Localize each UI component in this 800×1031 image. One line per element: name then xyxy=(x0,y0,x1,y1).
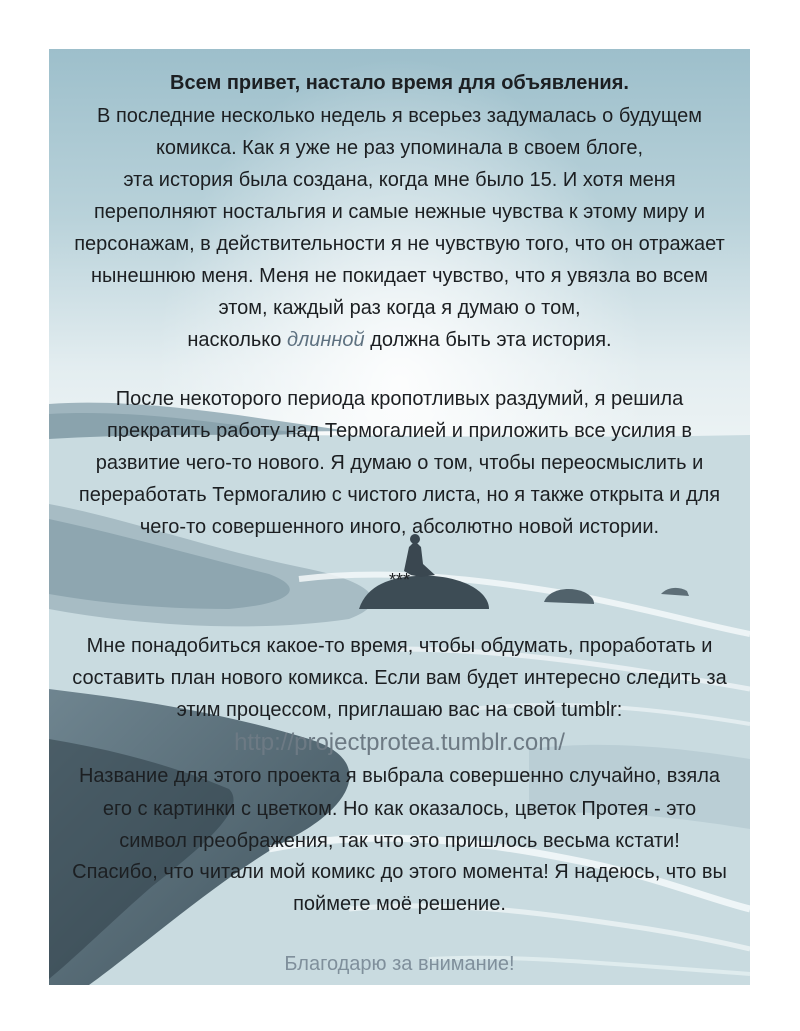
para1-line-8-before: насколько xyxy=(187,329,287,351)
para1-line-6: нынешнюю меня. Меня не покидает чувство, что я увязла во всем xyxy=(90,265,709,287)
para3-line-2: составить план нового комикса. Если вам будет интересно следить за xyxy=(72,667,727,689)
para4-line-5: поймете моё решение. xyxy=(293,893,506,915)
para4-line-4: Спасибо, что читали мой комикс до этого момента! Я надеюсь, что вы xyxy=(72,861,727,883)
para2-line-5: чего-то совершенного иного, абсолютно новой истории. xyxy=(139,516,660,538)
para3-line-3: этим процессом, приглашаю вас на свой tumblr: xyxy=(176,699,623,721)
closing-text: Благодарю за внимание! xyxy=(284,953,515,975)
para4-line-3: символ преображения, так что это пришлось весьма кстати! xyxy=(119,830,680,852)
emphasis-word: длинной xyxy=(286,329,365,351)
para2-line-1: После некоторого периода кропотливых раздумий, я решила xyxy=(115,388,684,410)
para1-line-8-after: должна быть эта история. xyxy=(364,329,612,351)
para2-line-3: развитие чего-то нового. Я думаю о том, чтобы переосмыслить и xyxy=(95,452,704,474)
para4-line-1: Название для этого проекта я выбрала совершенно случайно, взяла xyxy=(78,765,721,787)
para1-line-8 xyxy=(49,325,750,355)
para1-line-1: В последние несколько недель я всерьез задумалась о будущем xyxy=(97,105,702,127)
tumblr-link[interactable]: http://projectprotea.tumblr.com/ xyxy=(234,729,565,756)
separator: *** xyxy=(388,570,410,590)
para1-line-5: персонажам, в действительности я не чувствую того, что он отражает xyxy=(74,233,725,255)
para1-line-7: этом, каждый раз когда я думаю о том, xyxy=(218,297,581,319)
background-panel xyxy=(49,49,750,985)
para1-line-4: переполняют ностальгия и самые нежные чувства к этому миру и xyxy=(93,201,706,223)
para2-line-4: переработать Термогалию с чистого листа, но я также открыта и для xyxy=(78,484,721,506)
announcement-text xyxy=(49,49,750,985)
para2-line-2: прекратить работу над Термогалией и приложить все усилия в xyxy=(107,420,692,442)
para3-line-1: Мне понадобиться какое-то время, чтобы обдумать, проработать и xyxy=(86,635,713,657)
para1-line-2: комикса. Как я уже не раз упоминала в своем блоге, xyxy=(155,137,644,159)
para4-line-2: его с картинки с цветком. Но как оказалось, цветок Протея - это xyxy=(102,798,697,820)
heading: Всем привет, настало время для объявления. xyxy=(170,72,629,94)
para1-line-3: эта история была создана, когда мне было 15. И хотя меня xyxy=(123,169,676,191)
